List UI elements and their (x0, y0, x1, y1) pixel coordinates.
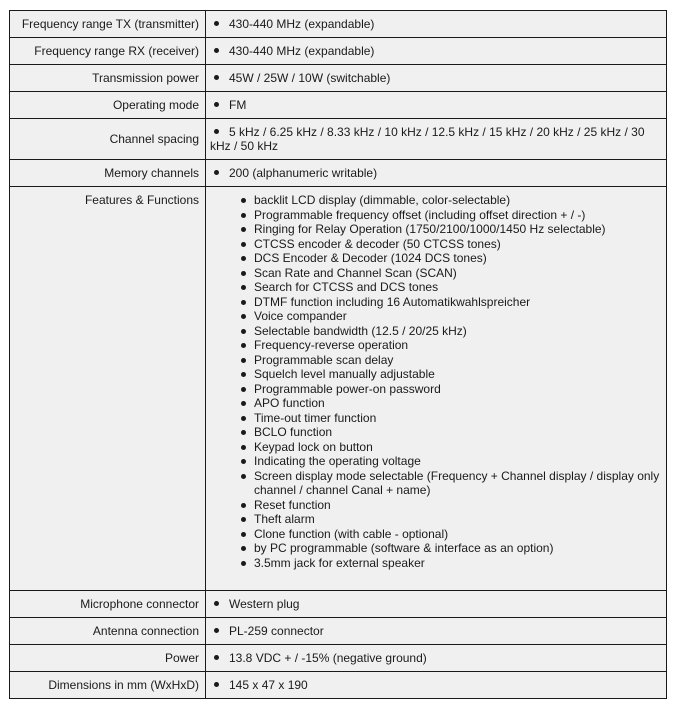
feature-text: BCLO function (254, 425, 333, 439)
bullet-icon (241, 503, 246, 508)
feature-item (238, 541, 666, 556)
bullet-icon (241, 213, 246, 218)
spec-label: Features & Functions (10, 187, 206, 591)
spec-row-power (10, 645, 667, 672)
feature-item (238, 367, 666, 382)
feature-text: CTCSS encoder & decoder (50 CTCSS tones) (254, 236, 501, 251)
bullet-icon (241, 561, 246, 566)
feature-text: by PC programmable (software & interface as an option) (254, 541, 554, 555)
feature-text: APO function (254, 396, 325, 410)
bullet-icon (214, 170, 219, 175)
spec-row-antenna-connection (10, 618, 667, 645)
spec-value-cell (206, 92, 667, 119)
feature-item (238, 556, 666, 571)
bullet-icon (241, 256, 246, 261)
bullet-icon (241, 329, 246, 334)
bullet-icon (241, 474, 246, 479)
spec-row-memory-channels (10, 160, 667, 187)
spec-table (9, 10, 667, 699)
bullet-icon (241, 343, 246, 348)
feature-item (238, 440, 666, 455)
bullet-icon (241, 285, 246, 290)
feature-item (238, 527, 666, 542)
feature-item (238, 237, 666, 252)
spec-row-tx-frequency (10, 11, 667, 38)
feature-item (238, 251, 666, 266)
feature-item (238, 454, 666, 469)
bullet-icon (241, 532, 246, 537)
bullet-icon (214, 48, 219, 53)
feature-item (238, 280, 666, 295)
bullet-icon (214, 655, 219, 660)
feature-item (238, 208, 666, 223)
spec-value-cell (206, 65, 667, 92)
spec-value: 145 x 47 x 190 (229, 677, 308, 692)
feature-item (238, 338, 666, 353)
feature-text: Ringing for Relay Operation (1750/2100/1000/1450 Hz selectable) (254, 222, 606, 236)
feature-text: DTMF function including 16 Automatikwahlspreicher (254, 294, 531, 309)
feature-text: DCS Encoder & Decoder (1024 DCS tones) (254, 251, 487, 265)
spec-row-dimensions (10, 672, 667, 699)
feature-item (238, 498, 666, 513)
spec-value-cell (206, 160, 667, 187)
feature-text: Keypad lock on button (254, 439, 373, 454)
spec-label: Antenna connection (10, 618, 206, 645)
bullet-icon (214, 102, 219, 107)
feature-text: 3.5mm jack for external speaker (254, 555, 425, 570)
bullet-icon (241, 546, 246, 551)
bullet-icon (214, 601, 219, 606)
spec-value: 200 (alphanumeric writable) (229, 165, 378, 180)
spec-row-microphone-connector (10, 591, 667, 618)
feature-item (238, 309, 666, 324)
feature-item (238, 324, 666, 339)
feature-text: Voice compander (254, 309, 347, 323)
bullet-icon (241, 358, 246, 363)
feature-item (238, 512, 666, 527)
spec-label: Frequency range RX (receiver) (10, 38, 206, 65)
bullet-icon (241, 271, 246, 276)
feature-text: Reset function (254, 497, 331, 512)
spec-row-transmission-power (10, 65, 667, 92)
spec-value: 430-440 MHz (expandable) (229, 43, 375, 58)
feature-text: Squelch level manually adjustable (254, 367, 435, 381)
bullet-icon (214, 628, 219, 633)
feature-item (238, 222, 666, 237)
bullet-icon (241, 242, 246, 247)
bullet-icon (214, 682, 219, 687)
bullet-icon (241, 387, 246, 392)
bullet-icon (214, 21, 219, 26)
spec-value: Western plug (229, 596, 300, 611)
spec-value-cell (206, 119, 667, 160)
feature-item (238, 469, 666, 498)
feature-text: Scan Rate and Channel Scan (SCAN) (254, 265, 457, 280)
spec-label: Microphone connector (10, 591, 206, 618)
bullet-icon (214, 129, 219, 134)
feature-item (238, 266, 666, 281)
feature-text: Time-out timer function (254, 410, 377, 425)
feature-item (238, 396, 666, 411)
spec-label: Operating mode (10, 92, 206, 119)
feature-item (238, 353, 666, 368)
spec-value: 45W / 25W / 10W (switchable) (229, 70, 391, 85)
spec-row-channel-spacing (10, 119, 667, 160)
spec-value: 430-440 MHz (expandable) (229, 16, 375, 31)
feature-item (238, 425, 666, 440)
bullet-icon (241, 517, 246, 522)
feature-text: Search for CTCSS and DCS tones (254, 280, 439, 294)
spec-label: Power (10, 645, 206, 672)
spec-label: Frequency range TX (transmitter) (10, 11, 206, 38)
feature-text: Programmable frequency offset (including offset direction + / -) (254, 207, 586, 222)
bullet-icon (241, 300, 246, 305)
spec-value: 13.8 VDC + / -15% (negative ground) (229, 650, 427, 665)
feature-text: Screen display mode selectable (Frequency + Channel display / display only channel / channel Canal + name) (254, 468, 660, 497)
bullet-icon (241, 430, 246, 435)
bullet-icon (241, 314, 246, 319)
spec-value: 5 kHz / 6.25 kHz / 8.33 kHz / 10 kHz / 12.5 kHz / 15 kHz / 20 kHz / 25 kHz / 30 kHz / 50 kHz (210, 124, 645, 153)
bullet-icon (241, 445, 246, 450)
spec-value: FM (229, 97, 247, 112)
feature-text: Selectable bandwidth (12.5 / 20/25 kHz) (254, 323, 467, 338)
feature-text: Theft alarm (254, 512, 315, 526)
features-cell (206, 187, 667, 591)
feature-text: Programmable scan delay (254, 352, 394, 367)
spec-label: Dimensions in mm (WxHxD) (10, 672, 206, 699)
feature-text: Programmable power-on password (254, 381, 441, 396)
features-list (210, 193, 666, 570)
spec-value-cell (206, 618, 667, 645)
spec-row-rx-frequency (10, 38, 667, 65)
spec-value-cell (206, 11, 667, 38)
feature-text: backlit LCD display (dimmable, color-selectable) (254, 193, 511, 207)
bullet-icon (214, 75, 219, 80)
feature-item (238, 295, 666, 310)
spec-row-operating-mode (10, 92, 667, 119)
spec-label: Transmission power (10, 65, 206, 92)
feature-item (238, 411, 666, 426)
bullet-icon (241, 459, 246, 464)
bullet-icon (241, 198, 246, 203)
bullet-icon (241, 401, 246, 406)
bullet-icon (241, 372, 246, 377)
bullet-icon (241, 416, 246, 421)
spec-value: PL-259 connector (229, 623, 324, 638)
feature-text: Clone function (with cable - optional) (254, 526, 449, 541)
spec-row-features (10, 187, 667, 591)
spec-value-cell (206, 645, 667, 672)
spec-value-cell (206, 591, 667, 618)
spec-label: Channel spacing (10, 119, 206, 160)
feature-item (238, 193, 666, 208)
spec-value-cell (206, 672, 667, 699)
spec-value-cell (206, 38, 667, 65)
feature-text: Indicating the operating voltage (254, 454, 421, 468)
feature-text: Frequency-reverse operation (254, 338, 409, 352)
bullet-icon (241, 227, 246, 232)
feature-item (238, 382, 666, 397)
spec-label: Memory channels (10, 160, 206, 187)
